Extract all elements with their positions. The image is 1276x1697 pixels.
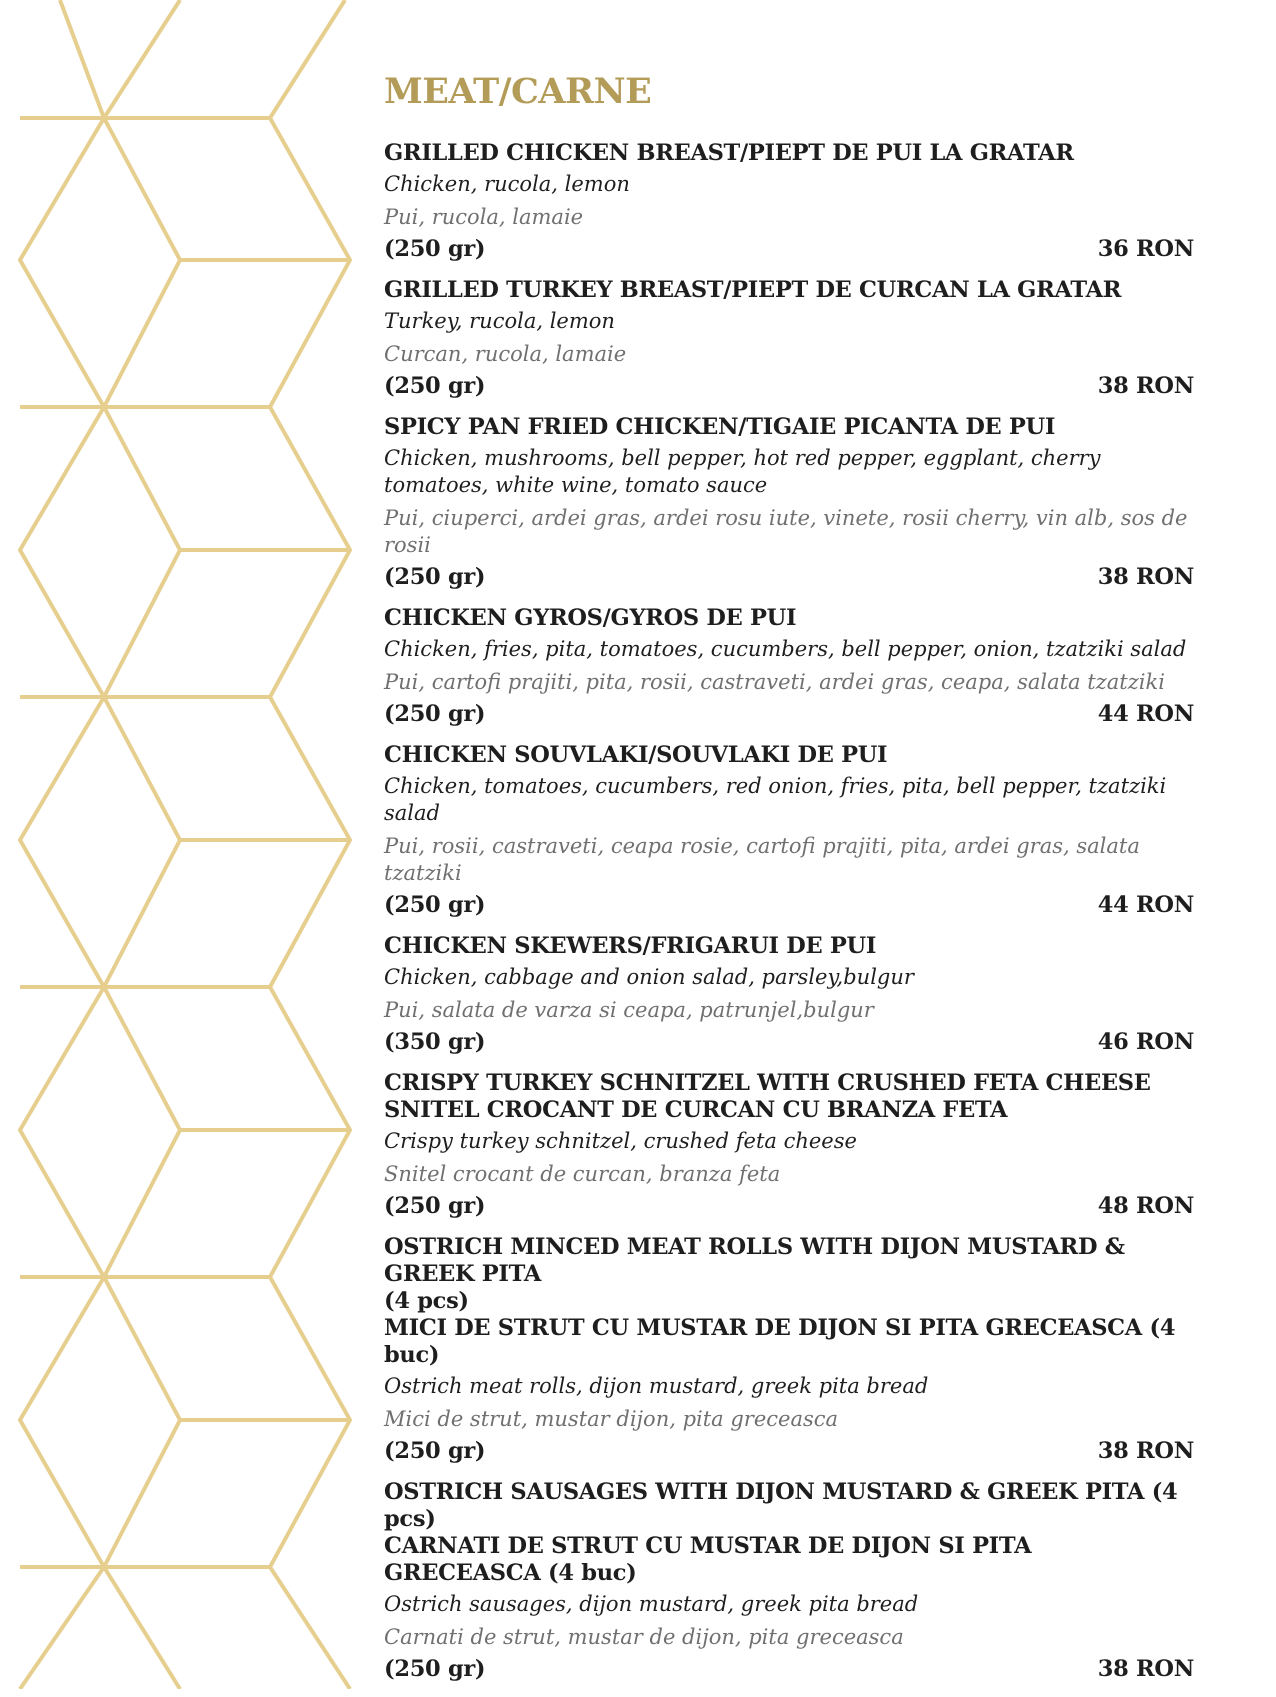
- item-name: CRISPY TURKEY SCHNITZEL WITH CRUSHED FETA CHEESE SNITEL CROCANT DE CURCAN CU BRANZA FETA: [384, 1070, 1151, 1123]
- item-price: 36 RON: [1097, 236, 1194, 262]
- item-name: CHICKEN SKEWERS/FRIGARUI DE PUI: [384, 933, 877, 959]
- item-footer: [384, 563, 1194, 591]
- item-footer: [384, 1192, 1194, 1220]
- item-weight: (250 gr): [384, 236, 486, 262]
- item-description-ro: Mici de strut, mustar dijon, pita greceasca: [384, 1407, 839, 1431]
- item-price: 38 RON: [1097, 564, 1194, 590]
- decorative-hexagon-pattern: [0, 0, 360, 1689]
- item-price: 44 RON: [1097, 892, 1194, 918]
- item-description-ro: Pui, salata de varza si ceapa, patrunjel,bulgur: [384, 998, 874, 1022]
- menu-item: [384, 1234, 1194, 1465]
- item-description-ro: Snitel crocant de curcan, branza feta: [384, 1162, 781, 1186]
- menu-item: [384, 277, 1194, 400]
- menu-item: [384, 140, 1194, 263]
- item-price: 38 RON: [1097, 1656, 1194, 1682]
- menu-item: [384, 605, 1194, 728]
- item-footer: [384, 1655, 1194, 1683]
- item-price: 38 RON: [1097, 1438, 1194, 1464]
- item-description-en: Chicken, rucola, lemon: [384, 172, 630, 196]
- item-weight: (250 gr): [384, 1438, 486, 1464]
- item-description-en: Chicken, mushrooms, bell pepper, hot red pepper, eggplant, cherry tomatoes, white wine, tomato sauce: [384, 446, 1101, 497]
- item-weight: (250 gr): [384, 892, 486, 918]
- item-footer: [384, 1437, 1194, 1465]
- item-description-ro: Pui, rosii, castraveti, ceapa rosie, cartofi prajiti, pita, ardei gras, salata tzatziki: [384, 834, 1140, 885]
- item-name: SPICY PAN FRIED CHICKEN/TIGAIE PICANTA DE PUI: [384, 414, 1056, 440]
- item-weight: (250 gr): [384, 701, 486, 727]
- item-description-en: Chicken, fries, pita, tomatoes, cucumbers, bell pepper, onion, tzatziki salad: [384, 637, 1187, 661]
- menu-item: [384, 1479, 1194, 1683]
- item-name: GRILLED TURKEY BREAST/PIEPT DE CURCAN LA GRATAR: [384, 277, 1122, 303]
- item-price: 44 RON: [1097, 701, 1194, 727]
- item-weight: (250 gr): [384, 373, 486, 399]
- item-weight: (250 gr): [384, 1193, 486, 1219]
- item-price: 38 RON: [1097, 373, 1194, 399]
- item-description-ro: Pui, cartofi prajiti, pita, rosii, castraveti, ardei gras, ceapa, salata tzatziki: [384, 670, 1165, 694]
- item-name: OSTRICH SAUSAGES WITH DIJON MUSTARD & GREEK PITA (4 pcs) CARNATI DE STRUT CU MUSTAR DE DIJON SI PITA GRECEASCA (4 buc): [384, 1479, 1178, 1586]
- item-footer: [384, 1028, 1194, 1056]
- item-description-ro: Curcan, rucola, lamaie: [384, 342, 627, 366]
- item-weight: (350 gr): [384, 1029, 486, 1055]
- item-price: 46 RON: [1097, 1029, 1194, 1055]
- item-weight: (250 gr): [384, 1656, 486, 1682]
- item-description-ro: Carnati de strut, mustar de dijon, pita greceasca: [384, 1625, 904, 1649]
- item-name: CHICKEN SOUVLAKI/SOUVLAKI DE PUI: [384, 742, 888, 768]
- item-footer: [384, 235, 1194, 263]
- section-title: MEAT/CARNE: [384, 71, 652, 112]
- menu-item: [384, 414, 1194, 591]
- item-description-en: Chicken, cabbage and onion salad, parsley,bulgur: [384, 965, 914, 989]
- item-description-ro: Pui, ciuperci, ardei gras, ardei rosu iute, vinete, rosii cherry, vin alb, sos de rosii: [384, 506, 1188, 557]
- item-name: CHICKEN GYROS/GYROS DE PUI: [384, 605, 797, 631]
- menu-item: [384, 1070, 1194, 1220]
- item-description-en: Crispy turkey schnitzel, crushed feta cheese: [384, 1129, 857, 1153]
- item-price: 48 RON: [1097, 1193, 1194, 1219]
- item-description-en: Ostrich meat rolls, dijon mustard, greek pita bread: [384, 1374, 929, 1398]
- item-name: GRILLED CHICKEN BREAST/PIEPT DE PUI LA GRATAR: [384, 140, 1074, 166]
- item-description-en: Chicken, tomatoes, cucumbers, red onion, fries, pita, bell pepper, tzatziki salad: [384, 774, 1167, 825]
- item-name: OSTRICH MINCED MEAT ROLLS WITH DIJON MUSTARD & GREEK PITA (4 pcs) MICI DE STRUT CU MUSTAR DE DIJON SI PITA GRECEASCA (4 buc): [384, 1234, 1176, 1368]
- item-description-ro: Pui, rucola, lamaie: [384, 205, 584, 229]
- menu-item: [384, 742, 1194, 919]
- item-weight: (250 gr): [384, 564, 486, 590]
- item-description-en: Turkey, rucola, lemon: [384, 309, 615, 333]
- menu-item: [384, 933, 1194, 1056]
- item-description-en: Ostrich sausages, dijon mustard, greek pita bread: [384, 1592, 919, 1616]
- menu-section: [384, 72, 1194, 1697]
- item-footer: [384, 891, 1194, 919]
- item-footer: [384, 700, 1194, 728]
- item-footer: [384, 372, 1194, 400]
